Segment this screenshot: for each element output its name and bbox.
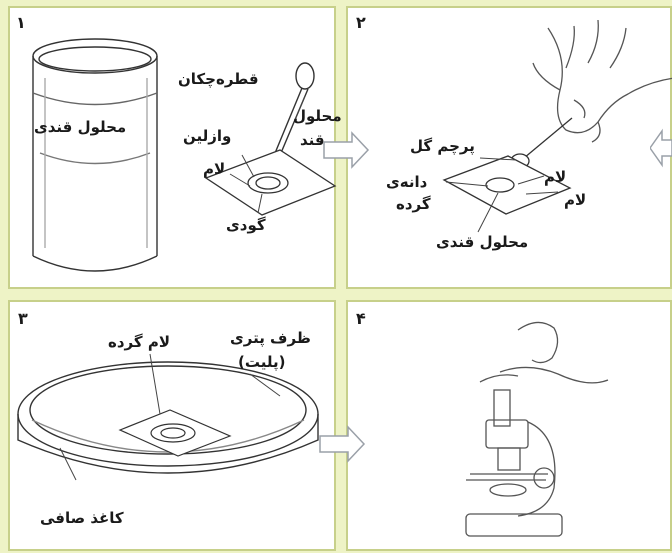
label-solution-1: محلول	[293, 107, 342, 125]
panel-4	[346, 300, 672, 551]
label-well: گودی	[226, 216, 266, 234]
panel-number: ۴	[356, 309, 366, 328]
arrow-right-icon	[322, 130, 372, 170]
panel-number: ۱	[16, 13, 26, 32]
beaker-icon	[33, 39, 157, 271]
hand-icon	[533, 20, 672, 142]
panel-number: ۲	[356, 13, 366, 32]
microscope-icon	[466, 322, 608, 536]
label-grain-2: گرده	[396, 195, 431, 213]
panel-4-drawing	[348, 302, 672, 553]
label-filter-paper: کاغذ صافی	[40, 509, 124, 527]
label-pollen-slide: لام گرده	[108, 333, 170, 351]
arrow-right-icon	[318, 424, 368, 464]
label-sugar-solution: محلول قندی	[34, 118, 127, 136]
label-solution-2: قند	[300, 131, 325, 149]
stamen-icon	[511, 118, 572, 168]
panel-1-drawing	[10, 8, 338, 291]
label-vaseline: وازلین	[183, 127, 232, 145]
label-slide-a: لام	[544, 168, 567, 186]
panel-3	[8, 300, 336, 551]
panel-2	[346, 6, 672, 289]
label-dropper: قطره‌چکان	[178, 70, 259, 88]
label-grain-1: دانه‌ی	[386, 173, 428, 191]
panel-1	[8, 6, 342, 289]
label-stamen: پرچم گل	[410, 137, 475, 155]
arrow-partial-icon	[650, 128, 672, 168]
label-slide-b: لام	[564, 191, 587, 209]
label-petri-1: ظرف پتری	[230, 329, 311, 347]
label-sugar-solution: محلول قندی	[436, 233, 529, 251]
label-petri-2: (پلیت)	[238, 353, 286, 371]
slide-icon	[206, 150, 335, 215]
panel-number: ۳	[18, 309, 28, 328]
label-slide: لام	[203, 160, 226, 178]
